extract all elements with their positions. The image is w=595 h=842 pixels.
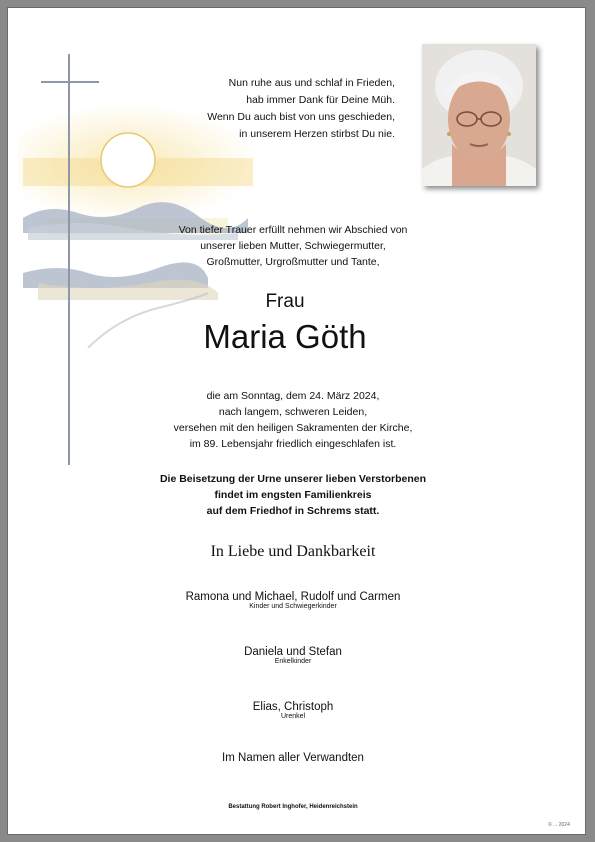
verse-line: hab immer Dank für Deine Müh. [246, 94, 395, 106]
memorial-verse [207, 75, 395, 143]
undertaker: Bestattung Robert Inghofer, Heidenreichstein [228, 804, 358, 810]
cross-vertical [68, 54, 70, 465]
death-info-line: versehen mit den heiligen Sakramenten der Kirche, [173, 422, 413, 434]
mourner-group [143, 646, 443, 665]
burial-info-line: findet im engsten Familienkreis [214, 489, 372, 501]
death-info [143, 388, 443, 452]
mourner-names: Ramona und Michael, Rudolf und Carmen [185, 591, 401, 603]
deceased-name: Maria Göth [203, 318, 367, 355]
obituary-page [7, 7, 586, 835]
intro-line: Von tiefer Trauer erfüllt nehmen wir Abschied von [178, 224, 408, 236]
mourner-names: Elias, Christoph [252, 701, 334, 713]
mourner-relation: Kinder und Schwiegerkinder [249, 603, 337, 610]
mourner-names: Daniela und Stefan [244, 646, 342, 658]
mourner-relation: Urenkel [280, 713, 306, 720]
death-info-line: im 89. Lebensjahr friedlich eingeschlafen ist. [189, 438, 397, 450]
mourner-group [143, 701, 443, 720]
cross-horizontal [41, 81, 99, 83]
death-info-line: die am Sonntag, dem 24. März 2024, [206, 390, 380, 402]
salutation: Frau [265, 291, 305, 312]
intro-text [143, 222, 443, 270]
portrait-photo [422, 44, 536, 186]
burial-info-line: auf dem Friedhof in Schrems statt. [206, 505, 380, 517]
burial-info-line: Die Beisetzung der Urne unserer lieben Verstorbenen [159, 473, 427, 485]
verse-line: Wenn Du auch bist von uns geschieden, [207, 111, 395, 123]
death-info-line: nach langem, schweren Leiden, [218, 406, 368, 418]
mourner-group [143, 591, 443, 610]
verse-line: Nun ruhe aus und schlaf in Frieden, [228, 77, 395, 89]
burial-info [143, 471, 443, 519]
closing-heading: In Liebe und Dankbarkeit [210, 543, 376, 560]
verse-line: in unserem Herzen stirbst Du nie. [239, 128, 395, 140]
relatives-line: Im Namen aller Verwandten [222, 752, 364, 764]
mourner-relation: Enkelkinder [274, 658, 312, 665]
intro-line: Großmutter, Urgroßmutter und Tante, [206, 256, 380, 268]
intro-line: unserer lieben Mutter, Schwiegermutter, [200, 240, 386, 252]
footer-mark: © ... 2024 [548, 822, 570, 828]
